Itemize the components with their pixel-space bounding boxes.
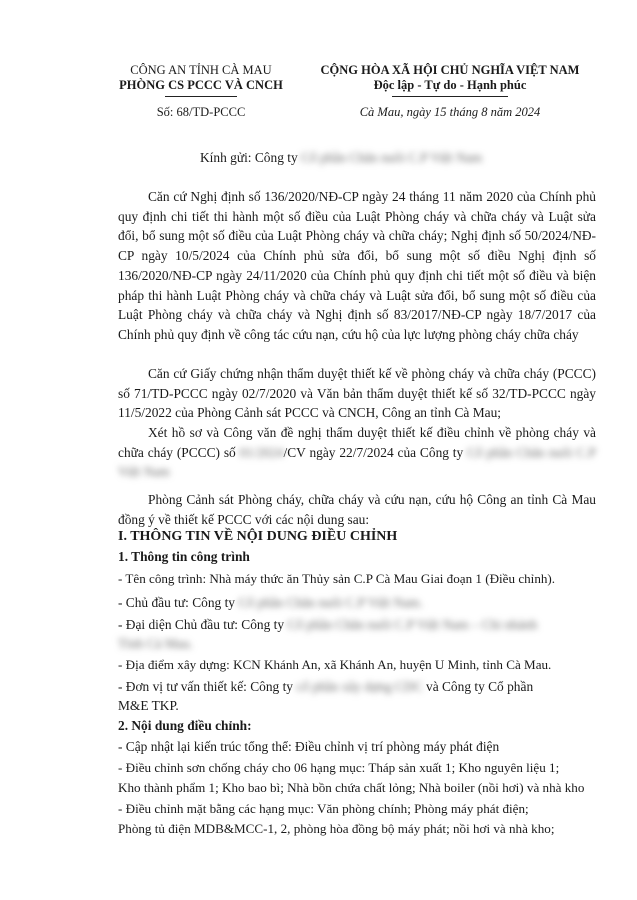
construction-location: - Địa điểm xây dựng: KCN Khánh An, xã Khánh An, huyện U Minh, tỉnh Cà Mau. [118, 657, 552, 672]
p3-redacted-company: Cổ phần Chăn nuôi C.P Việt Nam [118, 444, 596, 480]
consultant-tail-cont: M&E TKP. [118, 698, 179, 713]
subsection-project-info: 1. Thông tin công trình [118, 549, 250, 564]
project-name: - Tên công trình: Nhà máy thức ăn Thủy sản C.P Cà Mau Giai đoạn 1 (Điều chỉnh). [118, 571, 556, 586]
paragraph-legal-basis-decrees: Căn cứ Nghị định số 136/2020/NĐ-CP ngày 24 tháng 11 năm 2020 của Chính phủ quy định chi tiết thi hành một số điều của Luật Phòng cháy và chữa cháy và Luật sửa đổi, bổ sung một số điều của Luật Phòng cháy và chữa cháy; Nghị định số 50/2024/NĐ-CP ngày 10/5/2024 của Chính phủ sửa đổi, bổ sung một số điều Nghị định số 136/2020/NĐ-CP ngày 24/11/2020 của Chính phủ quy định chi tiết một số điều và biện pháp thi hành Luật Phòng cháy và chữa cháy và Luật sửa đổi, bổ sung một số điều của Luật Phòng cháy và chữa cháy và Nghị định số 83/2017/NĐ-CP ngày 18/7/2017 của Chính phủ quy định về công tác cứu nạn, cứu hộ của lực lượng phòng cháy chữa cháy [118, 189, 596, 342]
consultant-line [118, 679, 533, 695]
document-date: Cà Mau, ngày 15 tháng 8 năm 2024 [359, 105, 541, 119]
representative-line [118, 617, 537, 633]
investor-label: - Chủ đầu tư: Công ty [118, 595, 235, 610]
salutation-redacted: Cổ phần Chăn nuôi C.P Việt Nam [301, 150, 483, 165]
p3-redacted-number: 01/2024 [239, 444, 284, 460]
adjustment-item-3-cont: Phòng tủ điện MDB&MCC-1, 2, phòng hòa đồng bộ máy phát; nồi hơi và nhà kho; [118, 821, 555, 836]
subsection-adjustments: 2. Nội dung điều chỉnh: [118, 718, 252, 733]
investor-redacted: Cổ phần Chăn nuôi C.P Việt Nam. [238, 595, 423, 610]
adjustment-item-1: - Cập nhật lại kiến trúc tổng thể: Điều chỉnh vị trí phòng máy phát điện [118, 739, 500, 754]
investor-line [118, 595, 423, 611]
consultant-tail: và Công ty Cổ phần [426, 679, 534, 694]
paragraph-application [118, 423, 596, 482]
representative-redacted-cont: Tỉnh Cà Mau. [118, 636, 193, 651]
representative-redacted: Cổ phần Chăn nuôi C.P Việt Nam – Chi nhánh [287, 617, 538, 632]
representative-label: - Đại diện Chủ đầu tư: Công ty [118, 617, 285, 632]
adjustment-item-2-cont: Kho thành phẩm 1; Kho bao bì; Nhà bồn chứa chất lỏng; Nhà boiler (nồi hơi) và nhà kho [118, 780, 585, 795]
consultant-redacted: cổ phần xây dựng CDC [296, 679, 423, 694]
right-header-underline [392, 96, 508, 97]
document-number: Số: 68/TD-PCCC [156, 105, 246, 119]
paragraph-legal-basis-certificate: Căn cứ Giấy chứng nhận thẩm duyệt thiết kế về phòng cháy và chữa cháy (PCCC) số 71/TD-PCCC ngày 02/7/2020 và Văn bản thẩm duyệt thiết kế số 32/TD-PCCC ngày 11/5/2022 của Phòng Cảnh sát PCCC và CNCH, Công an tỉnh Cà Mau; [118, 366, 596, 421]
country-name: CỘNG HÒA XÃ HỘI CHỦ NGHĨA VIỆT NAM [320, 63, 580, 77]
p3-text-a: Xét hồ sơ và Công văn đề nghị thẩm duyệt thiết kế điều chỉnh về phòng cháy và chữa cháy (PCCC) số [118, 425, 596, 460]
salutation [200, 150, 482, 166]
adjustment-item-2: - Điều chỉnh sơn chống cháy cho 06 hạng mục: Tháp sản xuất 1; Kho nguyên liệu 1; [118, 760, 560, 775]
consultant-label: - Đơn vị tư vấn thiết kế: Công ty [118, 679, 294, 694]
national-motto: Độc lập - Tự do - Hạnh phúc [373, 78, 527, 92]
paragraph-approval: Phòng Cảnh sát Phòng cháy, chữa cháy và cứu nạn, cứu hộ Công an tỉnh Cà Mau đồng ý về thiết kế PCCC với các nội dung sau: [118, 492, 596, 527]
salutation-label: Kính gửi: Công ty [200, 150, 298, 165]
department-name: PHÒNG CS PCCC VÀ CNCH [119, 78, 283, 92]
adjustment-item-3: - Điều chỉnh mặt bằng các hạng mục: Văn phòng chính; Phòng máy phát điện; [118, 801, 529, 816]
left-header-underline [165, 96, 237, 97]
agency-name: CÔNG AN TỈNH CÀ MAU [130, 63, 272, 77]
p3-text-b: /CV ngày 22/7/2024 của Công ty [283, 444, 464, 460]
section-title: I. THÔNG TIN VỀ NỘI DUNG ĐIỀU CHỈNH [118, 529, 398, 544]
